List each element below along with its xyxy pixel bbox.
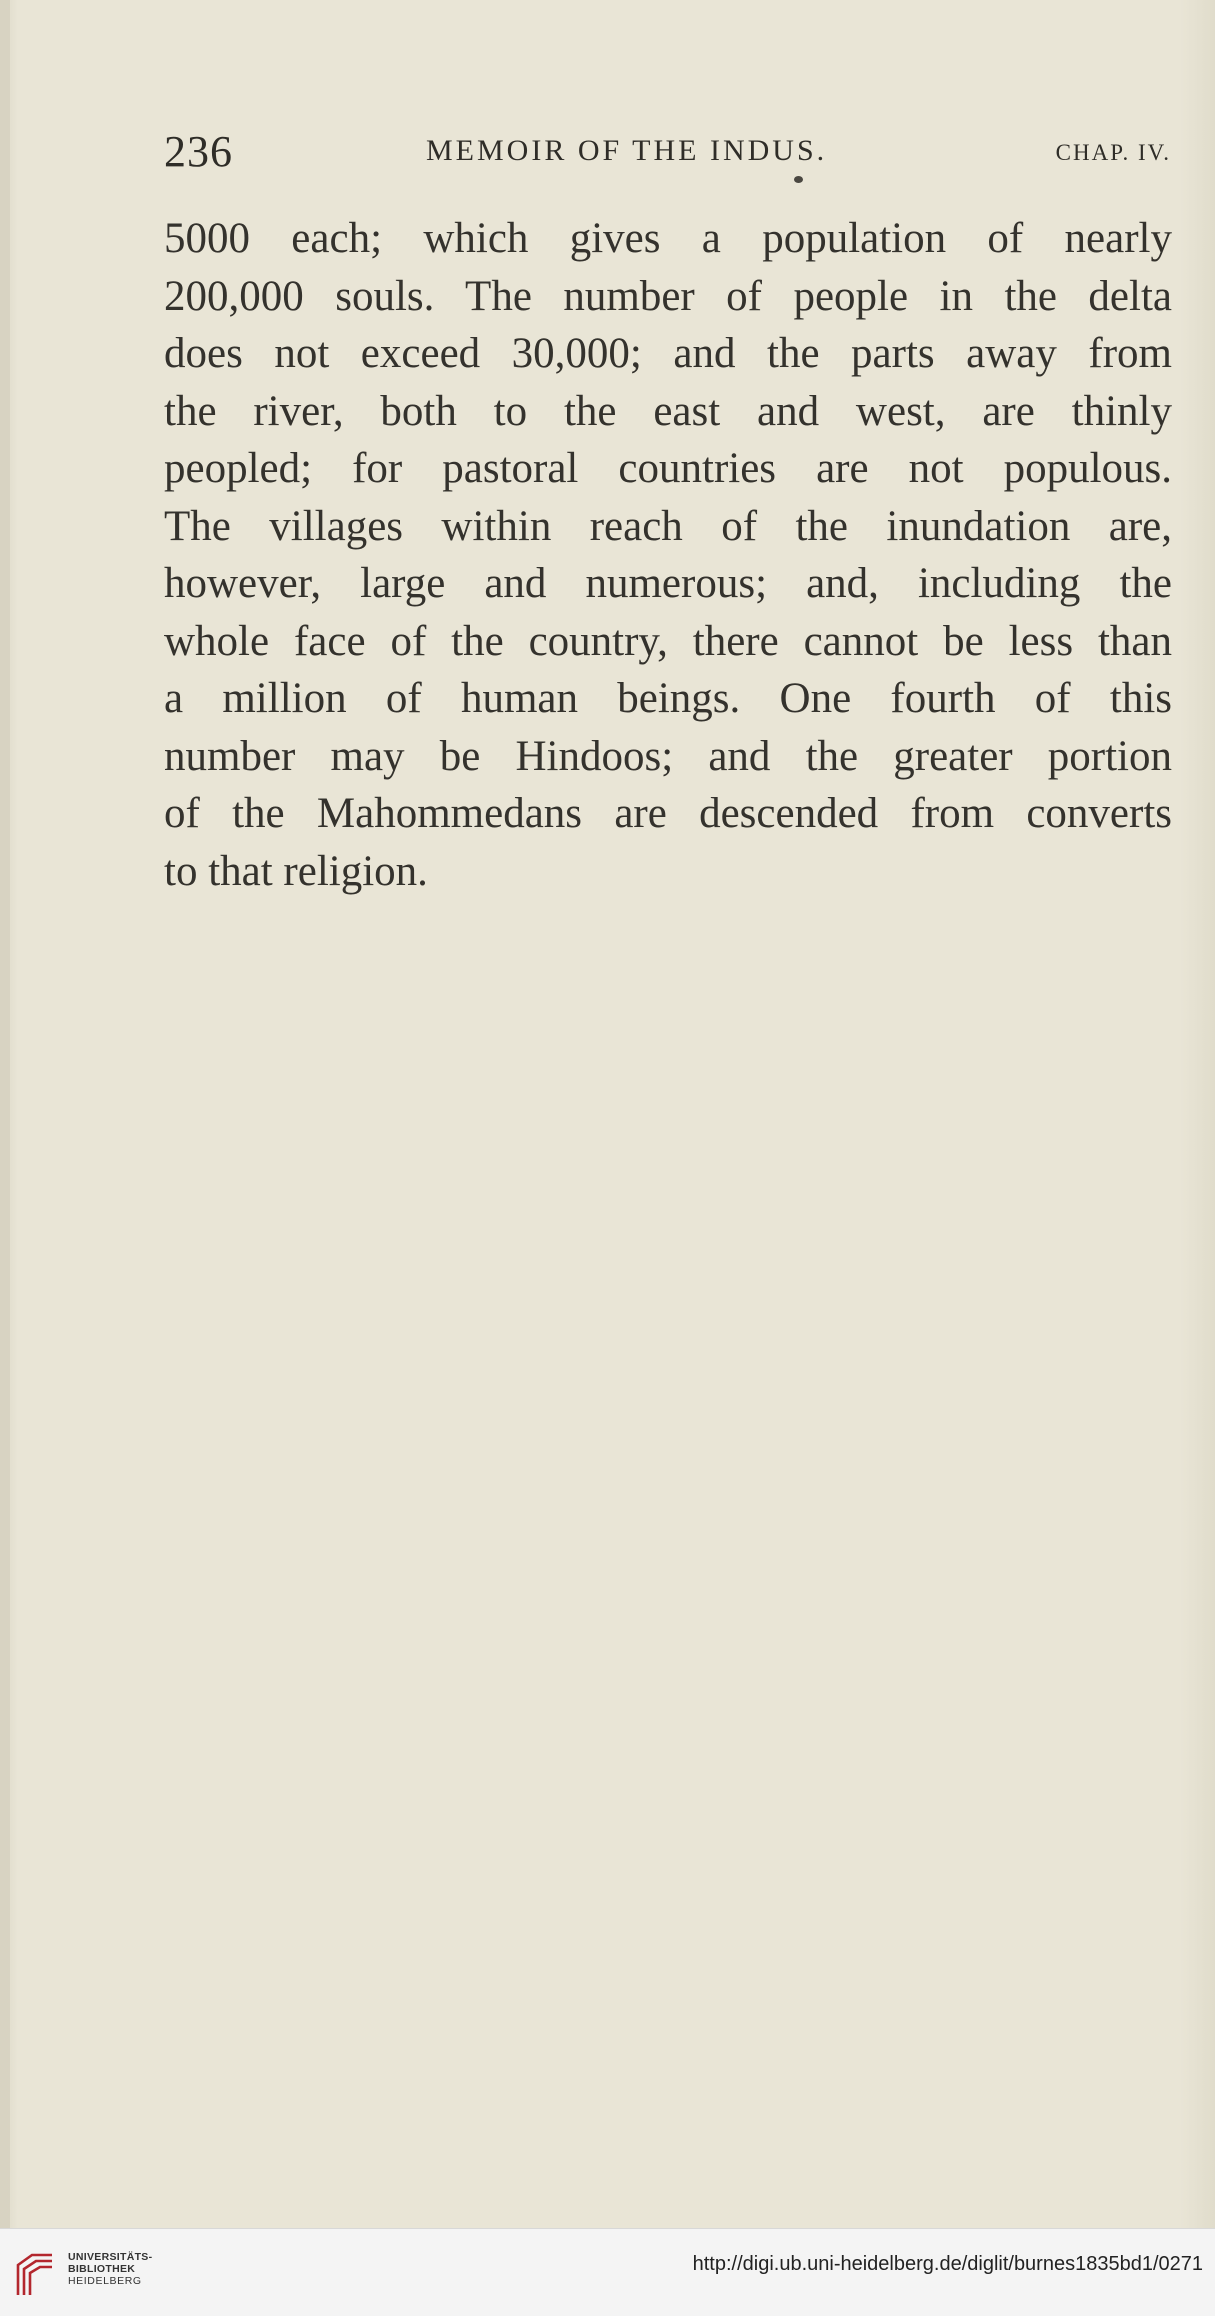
footer-bar bbox=[0, 2228, 1215, 2316]
text-line: the river, both to the east and west, are thinly bbox=[164, 387, 1172, 435]
body-text bbox=[164, 210, 1172, 900]
text-line: of the Mahommedans are descended from converts bbox=[164, 790, 1172, 837]
page-gutter-edge bbox=[0, 0, 10, 2228]
text-line: The villages within reach of the inundation are, bbox=[164, 502, 1172, 550]
library-name-line: BIBLIOTHEK bbox=[68, 2263, 136, 2275]
ink-spot bbox=[794, 176, 803, 183]
source-url-link[interactable]: http://digi.ub.uni-heidelberg.de/diglit/burnes1835bd1/0271 bbox=[692, 2253, 1203, 2275]
library-logo-icon bbox=[12, 2251, 54, 2297]
text-line: however, large and numerous; and, including the bbox=[164, 560, 1172, 607]
text-line: a million of human beings. One fourth of this bbox=[164, 675, 1172, 722]
running-title: MEMOIR OF THE INDUS. bbox=[426, 134, 828, 167]
text-line: to that religion. bbox=[164, 847, 428, 895]
text-line: 200,000 souls. The number of people in the delta bbox=[164, 272, 1172, 320]
library-name-line: HEIDELBERG bbox=[68, 2275, 142, 2287]
library-name-line: UNIVERSITÄTS- bbox=[68, 2251, 153, 2263]
text-line: 5000 each; which gives a population of nearly bbox=[164, 215, 1172, 262]
library-name bbox=[68, 2251, 152, 2287]
chapter-label: CHAP. IV. bbox=[1055, 140, 1171, 165]
running-head bbox=[164, 126, 1171, 176]
text-line: peopled; for pastoral countries are not populous. bbox=[164, 445, 1172, 492]
page-number: 236 bbox=[164, 127, 233, 176]
text-line: number may be Hindoos; and the greater portion bbox=[164, 732, 1172, 780]
text-line: whole face of the country, there cannot be less than bbox=[164, 617, 1172, 665]
text-line: does not exceed 30,000; and the parts away from bbox=[164, 330, 1172, 377]
